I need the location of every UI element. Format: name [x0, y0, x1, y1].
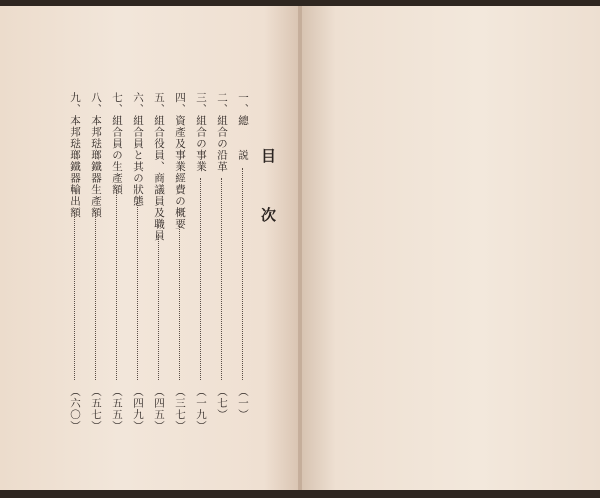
toc-entry-2-page: （七） — [216, 386, 228, 421]
toc-entry-9-leader — [74, 212, 75, 380]
toc-entry-3-label: 三、組合の事業 — [195, 92, 207, 173]
toc-entry-6-page: （四九） — [132, 386, 144, 432]
toc-entry-6-label: 六、組合員と其の狀態 — [132, 92, 144, 207]
toc-entry-7-leader — [116, 190, 117, 380]
toc-entry-8-leader — [95, 212, 96, 380]
toc-entry-8-page: （五七） — [90, 386, 102, 432]
toc-entry-1-page: （一） — [237, 386, 249, 421]
top-edge — [0, 0, 600, 6]
toc-entry-3-leader — [200, 178, 201, 380]
toc-entry-5-page: （四五） — [153, 386, 165, 432]
toc-entry-1-label: 一、總 説 — [237, 92, 249, 161]
toc-entry-4-label: 四、資產及事業經費の概要 — [174, 92, 186, 230]
toc-entry-3-page: （一九） — [195, 386, 207, 432]
toc-entry-4-leader — [179, 226, 180, 380]
bottom-edge — [0, 490, 600, 498]
right-page — [300, 0, 600, 498]
toc-entry-7-page: （五五） — [111, 386, 123, 432]
toc-entry-5-label: 五、組合役員、商議員及職員 — [153, 92, 165, 242]
toc-entry-2-leader — [221, 178, 222, 380]
toc-entry-9-label: 九、本邦琺瑯鐵器輸出額 — [69, 92, 81, 219]
toc-entry-5-leader — [158, 234, 159, 380]
toc-entry-8-label: 八、本邦琺瑯鐵器生產額 — [90, 92, 102, 219]
toc-title: 目次 — [259, 148, 277, 266]
toc-entry-9-page: （六〇） — [69, 386, 81, 432]
book-gutter — [298, 0, 302, 498]
toc-entry-4-page: （三七） — [174, 386, 186, 432]
toc-entry-1-leader — [242, 168, 243, 380]
toc-entry-2-label: 二、組合の沿革 — [216, 92, 228, 173]
toc-entry-6-leader — [137, 202, 138, 380]
toc-entry-7-label: 七、組合員の生產額 — [111, 92, 123, 196]
